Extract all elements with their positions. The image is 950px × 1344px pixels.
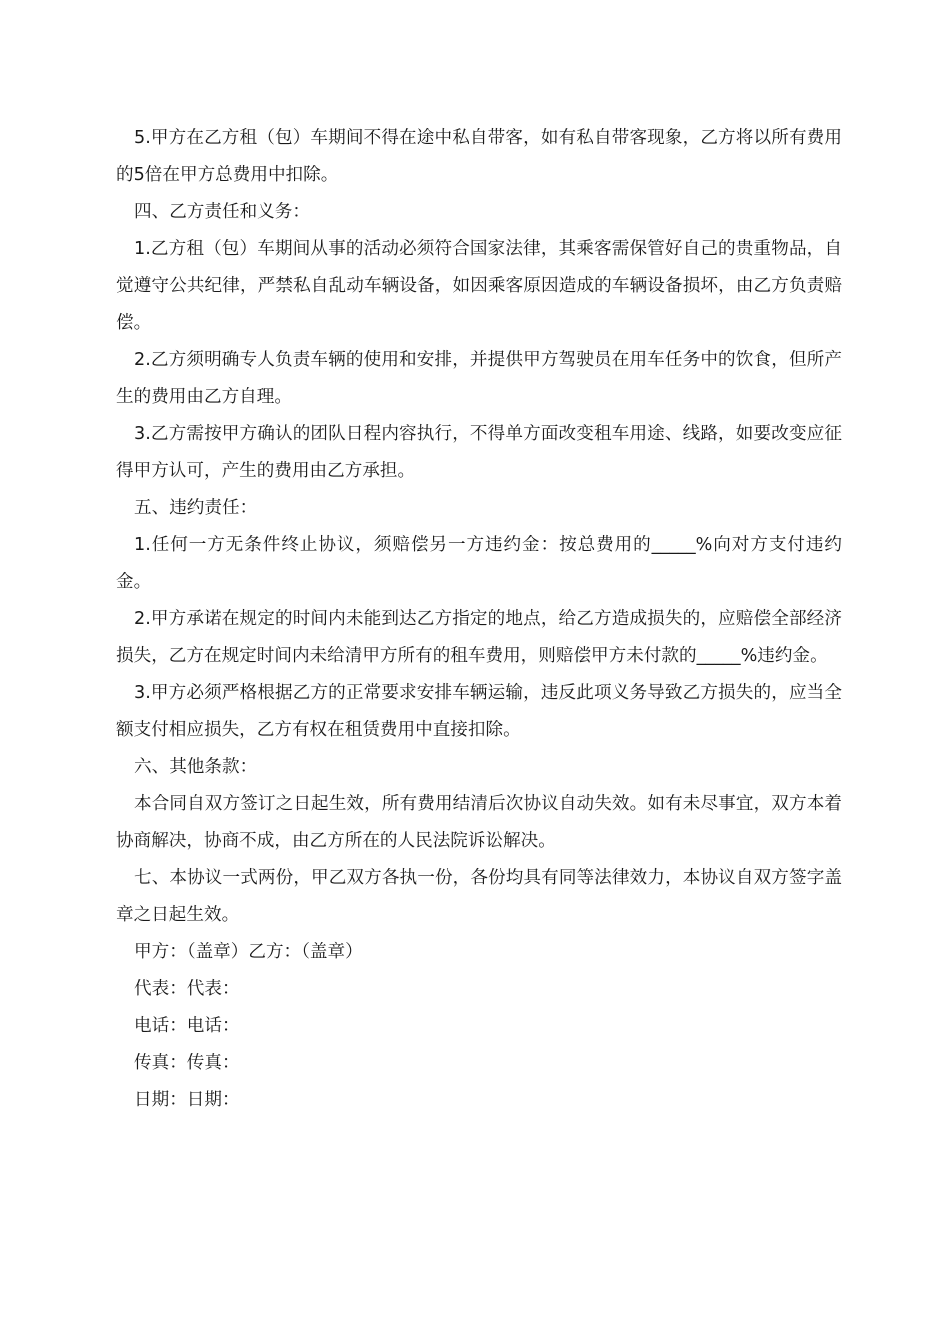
section-7-text: 七、本协议一式两份，甲乙双方各执一份，各份均具有同等法律效力，本协议自双方签字盖章之日起生效。	[116, 868, 842, 925]
phone-line: 电话：电话：	[134, 1016, 240, 1036]
section-4-heading: 四、乙方责任和义务：	[134, 202, 310, 222]
clause-6-text: 本合同自双方签订之日起生效，所有费用结清后次协议自动失效。如有未尽事宜，双方本着协商解决，协商不成，由乙方所在的人民法院诉讼解决。	[116, 794, 842, 851]
section-5-heading: 五、违约责任：	[134, 498, 258, 518]
representative-line: 代表：代表：	[134, 979, 240, 999]
fax-line: 传真：传真：	[134, 1053, 240, 1073]
clause-5-1: 1.任何一方无条件终止协议，须赔偿另一方违约金：按总费用的_____%向对方支付违约金。	[116, 535, 842, 592]
document-body	[116, 120, 842, 1119]
signature-seal-line: 甲方：（盖章）乙方：（盖章）	[134, 942, 363, 962]
section-6-heading: 六、其他条款：	[134, 757, 258, 777]
date-line: 日期：日期：	[134, 1090, 240, 1110]
clause-4-3: 3.乙方需按甲方确认的团队日程内容执行，不得单方面改变租车用途、线路，如要改变应征得甲方认可，产生的费用由乙方承担。	[116, 424, 842, 481]
clause-4-1: 1.乙方租（包）车期间从事的活动必须符合国家法律，其乘客需保管好自己的贵重物品，自觉遵守公共纪律，严禁私自乱动车辆设备，如因乘客原因造成的车辆设备损坏，由乙方负责赔偿。	[116, 239, 842, 333]
clause-5-no-private-passengers: 5.甲方在乙方租（包）车期间不得在途中私自带客，如有私自带客现象，乙方将以所有费用的5倍在甲方总费用中扣除。	[116, 128, 842, 185]
clause-5-2: 2.甲方承诺在规定的时间内未能到达乙方指定的地点，给乙方造成损失的，应赔偿全部经济损失，乙方在规定时间内未给清甲方所有的租车费用，则赔偿甲方未付款的_____%违约金。	[116, 609, 842, 666]
clause-5-3: 3.甲方必须严格根据乙方的正常要求安排车辆运输，违反此项义务导致乙方损失的，应当全额支付相应损失，乙方有权在租赁费用中直接扣除。	[116, 683, 842, 740]
clause-4-2: 2.乙方须明确专人负责车辆的使用和安排，并提供甲方驾驶员在用车任务中的饮食，但所产生的费用由乙方自理。	[116, 350, 842, 407]
